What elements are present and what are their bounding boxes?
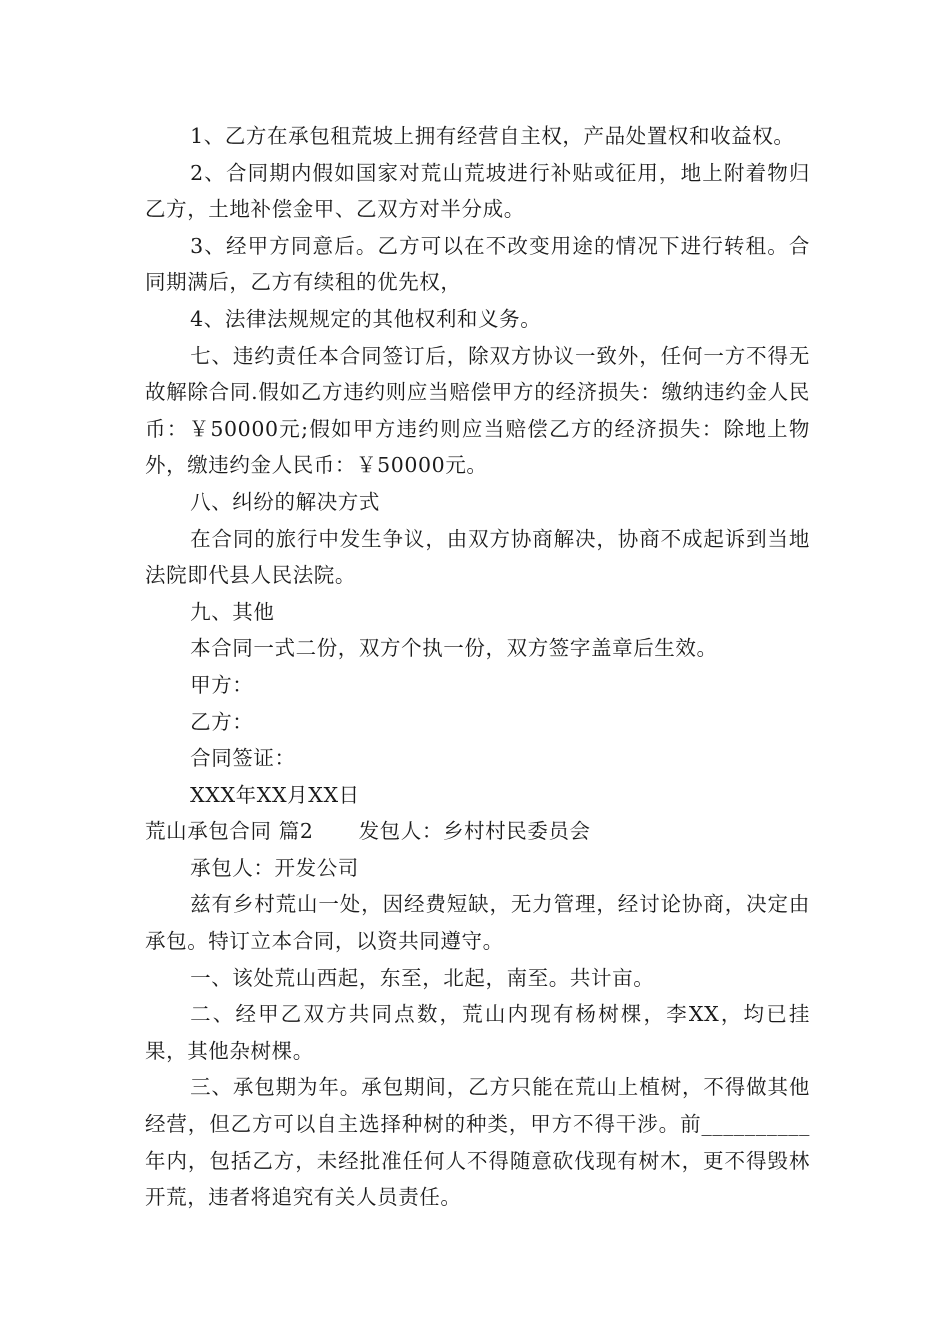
party-a-signature-label: 甲方： (190, 672, 254, 697)
contract-attestation-label: 合同签证： (190, 746, 296, 771)
contract-2-preamble: 兹有乡村荒山一处，因经费短缺，无力管理，经讨论协商，决定由承包。特订立本合同，以资共同遵守。 (145, 892, 810, 954)
heading-dispute-resolution: 八、纠纷的解决方式 (190, 489, 380, 514)
paragraph-right-2: 2、合同期内假如国家对荒山荒坡进行补贴或征用，地上附着物归乙方，土地补偿金甲、乙双方对半分成。 (145, 160, 810, 222)
contract-2-clause-1: 一、该处荒山西起，东至，北起，南至。共计亩。 (190, 965, 655, 990)
contract-2-heading-line (145, 813, 810, 850)
contract-2-clause-2: 二、经甲乙双方共同点数，荒山内现有杨树棵，李XX，均已挂果，其他杂树棵。 (145, 1002, 810, 1063)
contract-2-issuer: 发包人：乡村村民委员会 (358, 819, 591, 844)
paragraph-right-3: 3、经甲方同意后。乙方可以在不改变用途的情况下进行转租。合同期满后，乙方有续租的优先权， (145, 233, 810, 295)
contract-2-contractor: 承包人：开发公司 (190, 855, 359, 880)
paragraph-right-4: 4、法律法规规定的其他权利和义务。 (190, 306, 542, 331)
contract-2-title: 荒山承包合同 篇2 (145, 819, 314, 844)
heading-other: 九、其他 (190, 599, 275, 624)
contract-2-clause-3: 三、承包期为年。承包期间，乙方只能在荒山上植树，不得做其他经营，但乙方可以自主选择种树的种类，甲方不得干涉。前__________年内，包括乙方，未经批准任何人不得随意砍伐现有树木，更不得毁林开荒，违者将追究有关人员责任。 (145, 1075, 810, 1210)
contract-date: XXX年XX月XX日 (190, 782, 360, 807)
party-b-signature-label: 乙方： (190, 709, 254, 734)
paragraph-breach-liability: 七、违约责任本合同签订后，除双方协议一致外，任何一方不得无故解除合同.假如乙方违约则应当赔偿甲方的经济损失：缴纳违约金人民币：￥50000元;假如甲方违约则应当赔偿乙方的经济损失：除地上物外，缴违约金人民币：￥50000元。 (145, 343, 810, 478)
paragraph-copies: 本合同一式二份，双方个执一份，双方签字盖章后生效。 (190, 636, 718, 661)
paragraph-right-1: 1、乙方在承包租荒坡上拥有经营自主权，产品处置权和收益权。 (190, 124, 795, 148)
document-body (145, 118, 810, 1216)
paragraph-dispute-resolution: 在合同的旅行中发生争议，由双方协商解决，协商不成起诉到当地法院即代县人民法院。 (145, 526, 810, 588)
